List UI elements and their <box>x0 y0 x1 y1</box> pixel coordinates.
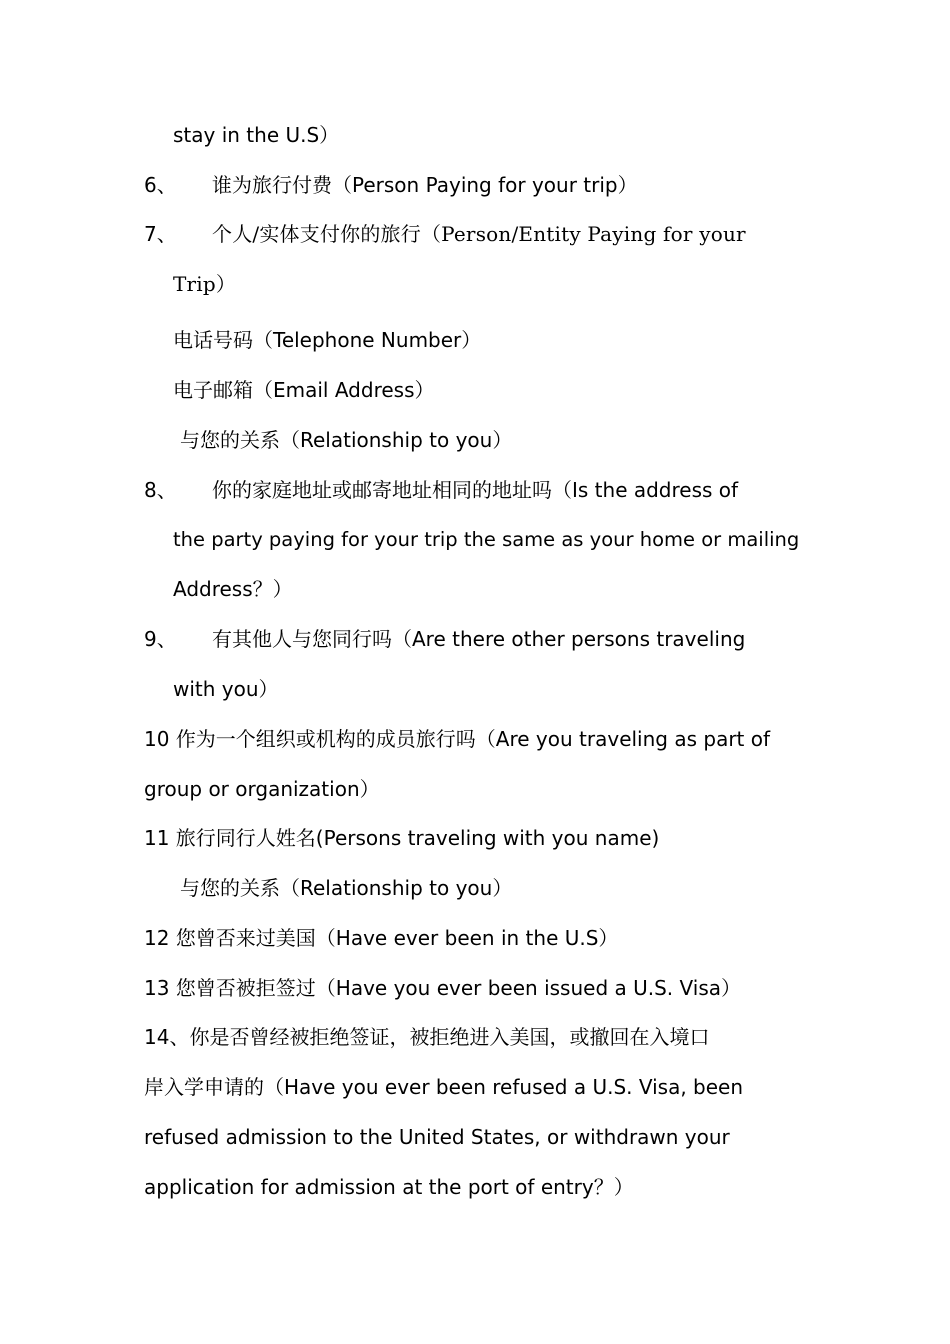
item-10-text-line1: 10 作为一个组织或机构的成员旅行吗（Are you traveling as part of <box>144 727 771 751</box>
item-13-text: 13 您曾否被拒签过（Have you ever been issued a U.S. Visa） <box>144 976 741 1000</box>
item-11-relationship: 与您的关系（Relationship to you） <box>180 876 513 900</box>
item-8-text-line2: the party paying for your trip the same as your home or mailing <box>173 528 800 551</box>
item-14-text-line4: application for admission at the port of entry？） <box>144 1175 634 1199</box>
item-8-text-line1: 你的家庭地址或邮寄地址相同的地址吗（Is the address of <box>212 478 739 502</box>
item-7-telephone: 电话号码（Telephone Number） <box>173 328 482 352</box>
item-14-text-line2: 岸入学申请的（Have you ever been refused a U.S. Visa, been <box>144 1075 744 1099</box>
item-7-text-line2: Trip） <box>173 272 237 296</box>
item-number-6: 6、 <box>144 173 177 197</box>
item-14-text-line1: 14、你是否曾经被拒绝签证，被拒绝进入美国，或撤回在入境口 <box>144 1025 710 1049</box>
item-8-text-line3: Address？） <box>173 577 293 601</box>
item-7-email: 电子邮箱（Email Address） <box>173 378 435 402</box>
item-number-8: 8、 <box>144 478 177 502</box>
item-9-text-line1: 有其他人与您同行吗（Are there other persons traveling <box>212 627 746 651</box>
item-9-text-line2: with you） <box>173 677 279 701</box>
text-line-stay: stay in the U.S） <box>173 123 340 147</box>
item-14-text-line3: refused admission to the United States, or withdrawn your <box>144 1125 730 1149</box>
item-number-9: 9、 <box>144 627 177 651</box>
item-11-text: 11 旅行同行人姓名(Persons traveling with you name) <box>144 826 660 850</box>
item-6-text: 谁为旅行付费（Person Paying for your trip） <box>212 173 638 197</box>
item-10-text-line2: group or organization） <box>144 777 380 801</box>
item-7-text-line1: 个人/实体支付你的旅行（Person/Entity Paying for your <box>212 222 746 246</box>
item-12-text: 12 您曾否来过美国（Have ever been in the U.S） <box>144 926 619 950</box>
item-7-relationship: 与您的关系（Relationship to you） <box>180 428 513 452</box>
item-number-7: 7、 <box>144 222 177 246</box>
